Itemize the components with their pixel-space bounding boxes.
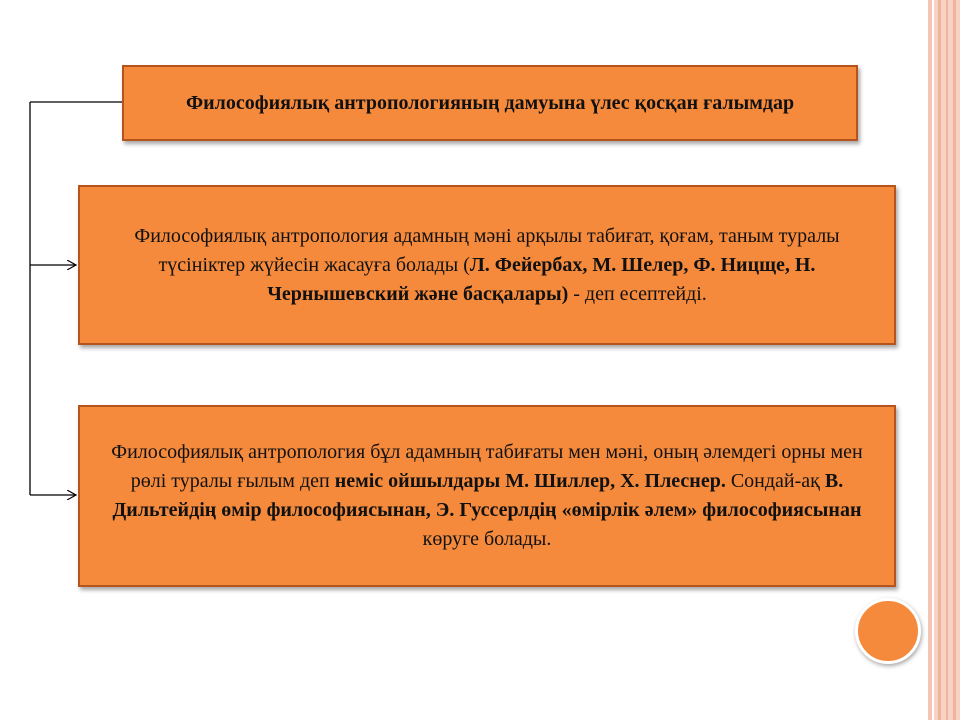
description-box-1: [78, 185, 896, 345]
title-box: [122, 65, 858, 141]
description-box-2: [78, 405, 896, 587]
description-2-part-2: Сондай-ақ: [725, 470, 825, 492]
description-1-part-1: Философиялық антропология адамның мәні арқылы табиғат, қоғам, таным туралы түсініктер жүйесін жасауға болады (: [134, 224, 840, 276]
description-2-part-3: көруге болады.: [422, 528, 552, 550]
description-2-bold-1: неміс ойшылдары М. Шиллер, Х. Плеснер.: [334, 470, 726, 492]
title-text: Философиялық антропологияның дамуына үлес қосқан ғалымдар: [185, 92, 795, 114]
description-1-text: [96, 222, 878, 309]
description-1-part-2: - деп есептейді.: [568, 282, 707, 305]
description-2-part-1: Философиялық антропология бұл адамның табиғаты мен мәні, оның әлемдегі орны мен рөлі туралы ғылым деп: [111, 441, 863, 492]
description-1-bold-1: Л. Фейербах, М. Шелер, Ф. Ницще, Н. Чернышевский және басқалары): [267, 253, 816, 305]
description-2-bold-2: В. Дильтейдің өмір философиясынан, Э. Гуссерлдің «өмірлік әлем» философиясынан: [112, 470, 862, 521]
decorative-circle: [855, 598, 921, 664]
description-2-text: [96, 438, 878, 554]
